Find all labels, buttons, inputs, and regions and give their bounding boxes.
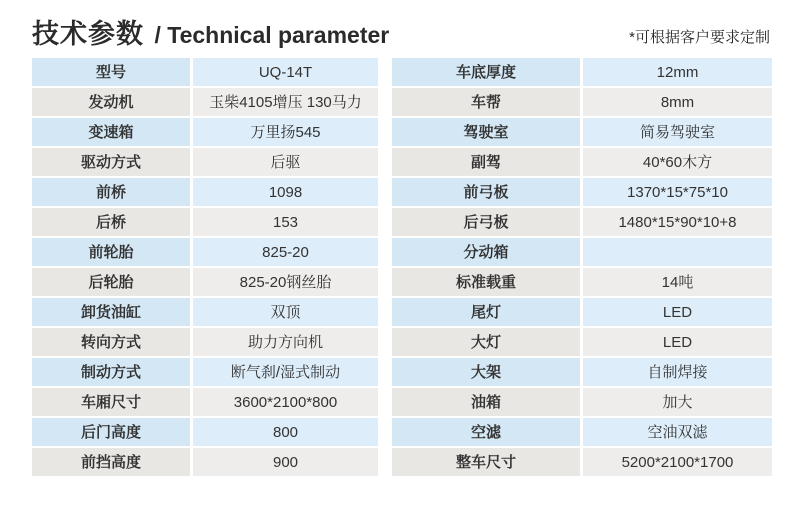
param-value-cell: LED: [583, 298, 772, 326]
param-label-cell: 空滤: [392, 418, 580, 446]
param-label-cell: 后轮胎: [32, 268, 190, 296]
param-label-cell: 大灯: [392, 328, 580, 356]
param-value-cell: 12mm: [583, 58, 772, 86]
param-value-cell: 825-20钢丝胎: [193, 268, 378, 296]
param-label-cell: 标准载重: [392, 268, 580, 296]
param-value-cell: 3600*2100*800: [193, 388, 378, 416]
param-label-cell: 变速箱: [32, 118, 190, 146]
param-label-cell: 型号: [32, 58, 190, 86]
param-value-cell: 900: [193, 448, 378, 476]
param-label-cell: 分动箱: [392, 238, 580, 266]
param-value-cell: 5200*2100*1700: [583, 448, 772, 476]
page-title: [32, 12, 389, 51]
param-label-cell: 驱动方式: [32, 148, 190, 176]
spec-table-left: [32, 58, 378, 476]
param-value-cell: 40*60木方: [583, 148, 772, 176]
param-value-cell: 断气刹/湿式制动: [193, 358, 378, 386]
param-value-cell: 加大: [583, 388, 772, 416]
param-label-cell: 前桥: [32, 178, 190, 206]
param-label-cell: 油箱: [392, 388, 580, 416]
param-value-cell: 双顶: [193, 298, 378, 326]
spec-table-right: [392, 58, 772, 476]
param-label-cell: 尾灯: [392, 298, 580, 326]
param-label-cell: 后桥: [32, 208, 190, 236]
param-label-cell: 车底厚度: [392, 58, 580, 86]
param-value-cell: UQ-14T: [193, 58, 378, 86]
param-label-cell: 驾驶室: [392, 118, 580, 146]
param-label-cell: 大架: [392, 358, 580, 386]
page-title-chinese: 技术参数: [32, 19, 144, 49]
param-value-cell: 8mm: [583, 88, 772, 116]
param-value-cell: 自制焊接: [583, 358, 772, 386]
param-label-cell: 前轮胎: [32, 238, 190, 266]
param-value-cell: LED: [583, 328, 772, 356]
param-value-cell: 玉柴4105增压 130马力: [193, 88, 378, 116]
param-label-cell: 发动机: [32, 88, 190, 116]
param-label-cell: 后弓板: [392, 208, 580, 236]
param-value-cell: 简易驾驶室: [583, 118, 772, 146]
param-value-cell: 1098: [193, 178, 378, 206]
param-label-cell: 前弓板: [392, 178, 580, 206]
param-value-cell: 14吨: [583, 268, 772, 296]
param-label-cell: 前挡高度: [32, 448, 190, 476]
param-label-cell: 车帮: [392, 88, 580, 116]
customization-note: *可根据客户要求定制: [629, 29, 770, 46]
param-value-cell: 万里扬545: [193, 118, 378, 146]
param-label-cell: 后门高度: [32, 418, 190, 446]
param-value-cell: 后驱: [193, 148, 378, 176]
param-label-cell: 车厢尺寸: [32, 388, 190, 416]
param-label-cell: 转向方式: [32, 328, 190, 356]
param-value-cell: 800: [193, 418, 378, 446]
param-value-cell: 825-20: [193, 238, 378, 266]
param-value-cell: 1480*15*90*10+8: [583, 208, 772, 236]
param-label-cell: 制动方式: [32, 358, 190, 386]
param-value-cell: 助力方向机: [193, 328, 378, 356]
param-label-cell: 副驾: [392, 148, 580, 176]
param-label-cell: 整车尺寸: [392, 448, 580, 476]
param-value-cell: 1370*15*75*10: [583, 178, 772, 206]
param-label-cell: 卸货油缸: [32, 298, 190, 326]
param-value-cell: 153: [193, 208, 378, 236]
param-value-cell: 空油双滤: [583, 418, 772, 446]
page-title-english: / Technical parameter: [154, 22, 390, 48]
param-value-cell: [583, 238, 772, 266]
